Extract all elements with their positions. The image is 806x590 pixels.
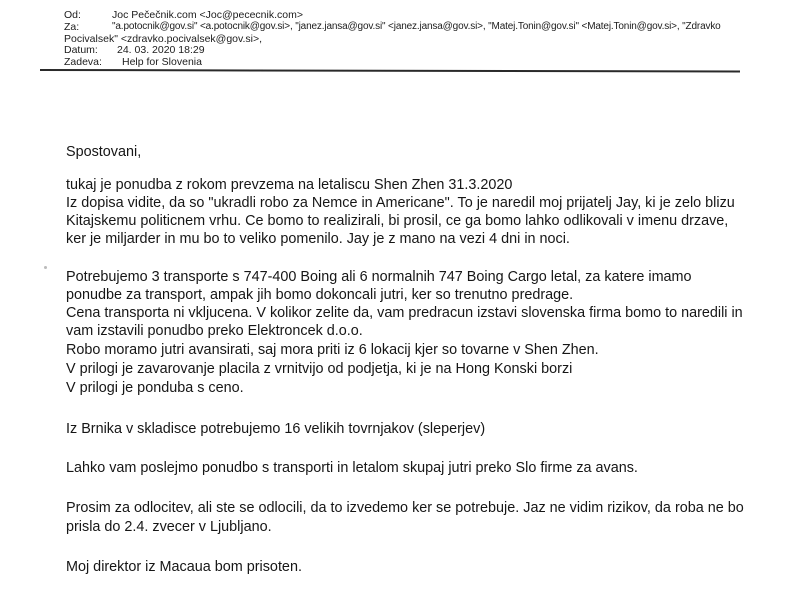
subject-value: Help for Slovenia [122, 56, 202, 68]
body-line: Lahko vam poslejmo ponudbo s transporti in letalom skupaj jutri preko Slo firme za avans. [66, 460, 638, 476]
body-line: vam izstavili ponudbo preko Elektroncek d.o.o. [66, 323, 363, 339]
body-line: Cena transporta ni vkljucena. V kolikor zelite da, vam predracun izstavi slovenska firma bomo to naredili in [66, 305, 743, 321]
date-value: 24. 03. 2020 18:29 [117, 44, 205, 56]
body-line: Robo moramo jutri avansirati, saj mora priti iz 6 lokacij kjer so tovarne v Shen Zhen. [66, 342, 599, 358]
to-value-line1: "a.potocnik@gov.si" <a.potocnik@gov.si>, "janez.jansa@gov.si" <janez.jansa@gov.si>, "Matej.Tonin@gov.si" <Matej.Tonin@gov.si>, "Zdravko [112, 21, 721, 32]
body-line: Potrebujemo 3 transporte s 747-400 Boing ali 6 normalnih 747 Boing Cargo letal, za katere imamo [66, 269, 692, 285]
to-label: Za: [64, 21, 80, 33]
from-value: Joc Pečečnik.com <Joc@pececnik.com> [112, 9, 303, 21]
to-value-line2: Pocivalsek" <zdravko.pocivalsek@gov.si>, [64, 33, 263, 45]
body-line: Prosim za odlocitev, ali ste se odlocili, da to izvedemo ker se potrebuje. Jaz ne vidim rizikov, da roba ne bo [66, 500, 744, 516]
body-line: Moj direktor iz Macaua bom prisoten. [66, 559, 302, 575]
body-line: Kitajskemu politicnem vrhu. Ce bomo to realizirali, bi prosil, ce ga bomo lahko odlikovali v imenu drzave, [66, 213, 729, 229]
body-line: ponudbe za transport, ampak jih bomo dokoncali jutri, ker so trenutno predrage. [66, 287, 574, 303]
body-line: Iz dopisa vidite, da so "ukradli robo za Nemce in Americane". To je naredil moj prijatelj Jay, ki je zelo blizu [66, 195, 735, 211]
body-line: ker je miljarder in mu bo to veliko pomenilo. Jay je z mano na vezi 4 dni in noci. [66, 231, 570, 247]
date-label: Datum: [64, 44, 98, 56]
body-line: V prilogi je zavarovanje placila z vrnitvijo od podjetja, ki je na Hong Konski borzi [66, 361, 573, 377]
body-line: V prilogi je ponduba s ceno. [66, 380, 244, 396]
body-line: prisla do 2.4. zvecer v Ljubljano. [66, 519, 272, 535]
from-label: Od: [64, 9, 81, 21]
body-line: Iz Brnika v skladisce potrebujemo 16 velikih tovrnjakov (sleperjev) [66, 421, 486, 437]
greeting: Spostovani, [66, 144, 142, 160]
body-line: tukaj je ponudba z rokom prevzema na letaliscu Shen Zhen 31.3.2020 [66, 177, 513, 193]
subject-label: Zadeva: [64, 56, 102, 68]
scan-speck [44, 266, 47, 269]
